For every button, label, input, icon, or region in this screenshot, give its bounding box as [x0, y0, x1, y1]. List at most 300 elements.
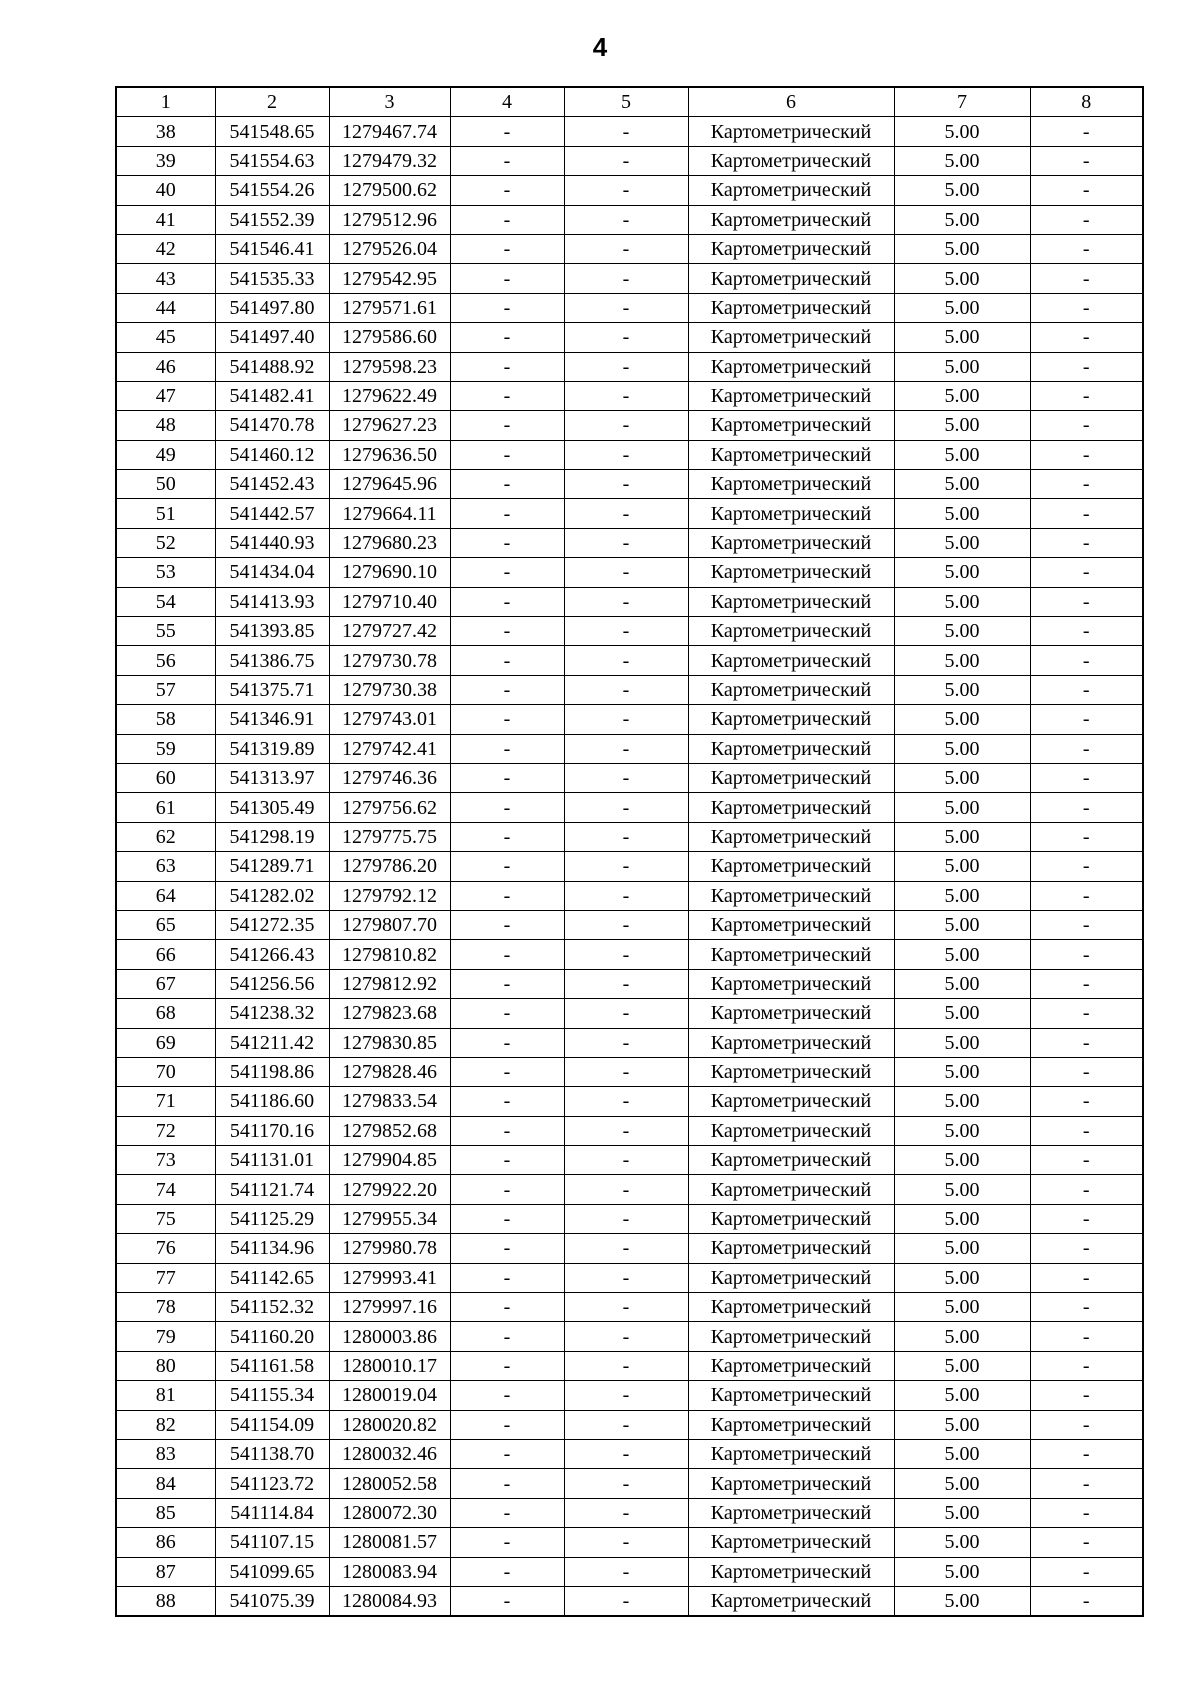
column-4-cell: -	[450, 1528, 564, 1557]
column-8-cell: -	[1030, 205, 1143, 234]
column-8-cell: -	[1030, 1028, 1143, 1057]
y-coordinate-cell: 1279828.46	[329, 1057, 450, 1086]
column-5-cell: -	[564, 1057, 688, 1086]
point-number-cell: 55	[116, 617, 215, 646]
y-coordinate-cell: 1279746.36	[329, 763, 450, 792]
column-5-cell: -	[564, 763, 688, 792]
accuracy-cell: 5.00	[894, 1028, 1030, 1057]
point-number-cell: 80	[116, 1351, 215, 1380]
table-row	[116, 1322, 1143, 1351]
table-row	[116, 1087, 1143, 1116]
x-coordinate-cell: 541142.65	[215, 1263, 329, 1292]
y-coordinate-cell: 1280081.57	[329, 1528, 450, 1557]
column-8-cell: -	[1030, 940, 1143, 969]
column-5-cell: -	[564, 1028, 688, 1057]
point-number-cell: 59	[116, 734, 215, 763]
table-row	[116, 969, 1143, 998]
accuracy-cell: 5.00	[894, 1087, 1030, 1116]
column-4-cell: -	[450, 969, 564, 998]
accuracy-cell: 5.00	[894, 1410, 1030, 1439]
column-4-cell: -	[450, 617, 564, 646]
accuracy-cell: 5.00	[894, 1498, 1030, 1527]
column-4-cell: -	[450, 411, 564, 440]
column-8-cell: -	[1030, 734, 1143, 763]
x-coordinate-cell: 541125.29	[215, 1204, 329, 1233]
point-number-cell: 49	[116, 440, 215, 469]
table-row	[116, 499, 1143, 528]
accuracy-cell: 5.00	[894, 1557, 1030, 1586]
y-coordinate-cell: 1279810.82	[329, 940, 450, 969]
point-number-cell: 53	[116, 558, 215, 587]
column-8-cell: -	[1030, 1322, 1143, 1351]
method-cell: Картометрический	[688, 323, 894, 352]
x-coordinate-cell: 541186.60	[215, 1087, 329, 1116]
y-coordinate-cell: 1279730.78	[329, 646, 450, 675]
column-header-5: 5	[564, 87, 688, 117]
column-8-cell: -	[1030, 675, 1143, 704]
column-8-cell: -	[1030, 146, 1143, 175]
accuracy-cell: 5.00	[894, 411, 1030, 440]
table-row	[116, 617, 1143, 646]
column-4-cell: -	[450, 528, 564, 557]
column-8-cell: -	[1030, 1351, 1143, 1380]
column-8-cell: -	[1030, 1528, 1143, 1557]
point-number-cell: 48	[116, 411, 215, 440]
table-row	[116, 1469, 1143, 1498]
column-5-cell: -	[564, 734, 688, 763]
y-coordinate-cell: 1279727.42	[329, 617, 450, 646]
y-coordinate-cell: 1279742.41	[329, 734, 450, 763]
column-4-cell: -	[450, 881, 564, 910]
column-5-cell: -	[564, 1557, 688, 1586]
y-coordinate-cell: 1279526.04	[329, 234, 450, 263]
column-8-cell: -	[1030, 1410, 1143, 1439]
x-coordinate-cell: 541482.41	[215, 381, 329, 410]
column-8-cell: -	[1030, 969, 1143, 998]
table-row	[116, 705, 1143, 734]
method-cell: Картометрический	[688, 822, 894, 851]
method-cell: Картометрический	[688, 558, 894, 587]
column-8-cell: -	[1030, 822, 1143, 851]
x-coordinate-cell: 541375.71	[215, 675, 329, 704]
column-5-cell: -	[564, 117, 688, 146]
table-row	[116, 293, 1143, 322]
x-coordinate-cell: 541386.75	[215, 646, 329, 675]
column-4-cell: -	[450, 910, 564, 939]
y-coordinate-cell: 1279542.95	[329, 264, 450, 293]
accuracy-cell: 5.00	[894, 1234, 1030, 1263]
point-number-cell: 51	[116, 499, 215, 528]
accuracy-cell: 5.00	[894, 352, 1030, 381]
table-row	[116, 1557, 1143, 1586]
column-8-cell: -	[1030, 264, 1143, 293]
table-row	[116, 940, 1143, 969]
point-number-cell: 63	[116, 852, 215, 881]
accuracy-cell: 5.00	[894, 528, 1030, 557]
x-coordinate-cell: 541272.35	[215, 910, 329, 939]
accuracy-cell: 5.00	[894, 323, 1030, 352]
column-4-cell: -	[450, 675, 564, 704]
table-header	[116, 87, 1143, 117]
accuracy-cell: 5.00	[894, 1175, 1030, 1204]
method-cell: Картометрический	[688, 646, 894, 675]
x-coordinate-cell: 541099.65	[215, 1557, 329, 1586]
column-5-cell: -	[564, 587, 688, 616]
table-row	[116, 822, 1143, 851]
column-header-1: 1	[116, 87, 215, 117]
page-number: 4	[592, 32, 608, 62]
method-cell: Картометрический	[688, 1586, 894, 1616]
column-4-cell: -	[450, 1057, 564, 1086]
column-5-cell: -	[564, 528, 688, 557]
point-number-cell: 65	[116, 910, 215, 939]
point-number-cell: 72	[116, 1116, 215, 1145]
method-cell: Картометрический	[688, 1175, 894, 1204]
point-number-cell: 82	[116, 1410, 215, 1439]
column-4-cell: -	[450, 1293, 564, 1322]
table-row	[116, 1498, 1143, 1527]
x-coordinate-cell: 541319.89	[215, 734, 329, 763]
column-5-cell: -	[564, 146, 688, 175]
column-4-cell: -	[450, 705, 564, 734]
x-coordinate-cell: 541548.65	[215, 117, 329, 146]
y-coordinate-cell: 1279786.20	[329, 852, 450, 881]
column-8-cell: -	[1030, 587, 1143, 616]
column-4-cell: -	[450, 1557, 564, 1586]
column-4-cell: -	[450, 1263, 564, 1292]
y-coordinate-cell: 1279690.10	[329, 558, 450, 587]
point-number-cell: 39	[116, 146, 215, 175]
accuracy-cell: 5.00	[894, 1439, 1030, 1468]
method-cell: Картометрический	[688, 499, 894, 528]
x-coordinate-cell: 541552.39	[215, 205, 329, 234]
column-8-cell: -	[1030, 1087, 1143, 1116]
method-cell: Картометрический	[688, 969, 894, 998]
point-number-cell: 62	[116, 822, 215, 851]
column-4-cell: -	[450, 176, 564, 205]
column-8-cell: -	[1030, 1116, 1143, 1145]
point-number-cell: 47	[116, 381, 215, 410]
y-coordinate-cell: 1280019.04	[329, 1381, 450, 1410]
table-row	[116, 734, 1143, 763]
column-8-cell: -	[1030, 1586, 1143, 1616]
table-row	[116, 352, 1143, 381]
y-coordinate-cell: 1279830.85	[329, 1028, 450, 1057]
accuracy-cell: 5.00	[894, 381, 1030, 410]
point-number-cell: 56	[116, 646, 215, 675]
table-row	[116, 1381, 1143, 1410]
point-number-cell: 58	[116, 705, 215, 734]
column-8-cell: -	[1030, 1057, 1143, 1086]
y-coordinate-cell: 1280032.46	[329, 1439, 450, 1468]
table-row	[116, 1528, 1143, 1557]
accuracy-cell: 5.00	[894, 1057, 1030, 1086]
x-coordinate-cell: 541393.85	[215, 617, 329, 646]
y-coordinate-cell: 1280020.82	[329, 1410, 450, 1439]
y-coordinate-cell: 1280010.17	[329, 1351, 450, 1380]
method-cell: Картометрический	[688, 440, 894, 469]
method-cell: Картометрический	[688, 1557, 894, 1586]
x-coordinate-cell: 541121.74	[215, 1175, 329, 1204]
method-cell: Картометрический	[688, 793, 894, 822]
point-number-cell: 60	[116, 763, 215, 792]
x-coordinate-cell: 541413.93	[215, 587, 329, 616]
y-coordinate-cell: 1279622.49	[329, 381, 450, 410]
column-4-cell: -	[450, 1028, 564, 1057]
point-number-cell: 83	[116, 1439, 215, 1468]
table-row	[116, 146, 1143, 175]
y-coordinate-cell: 1279598.23	[329, 352, 450, 381]
method-cell: Картометрический	[688, 146, 894, 175]
column-8-cell: -	[1030, 910, 1143, 939]
table-row	[116, 1410, 1143, 1439]
y-coordinate-cell: 1279955.34	[329, 1204, 450, 1233]
column-4-cell: -	[450, 1586, 564, 1616]
column-5-cell: -	[564, 999, 688, 1028]
column-5-cell: -	[564, 352, 688, 381]
method-cell: Картометрический	[688, 1204, 894, 1233]
column-5-cell: -	[564, 1293, 688, 1322]
point-number-cell: 42	[116, 234, 215, 263]
y-coordinate-cell: 1280084.93	[329, 1586, 450, 1616]
x-coordinate-cell: 541442.57	[215, 499, 329, 528]
y-coordinate-cell: 1279812.92	[329, 969, 450, 998]
point-number-cell: 77	[116, 1263, 215, 1292]
column-5-cell: -	[564, 293, 688, 322]
x-coordinate-cell: 541460.12	[215, 440, 329, 469]
table-row	[116, 528, 1143, 557]
method-cell: Картометрический	[688, 1293, 894, 1322]
column-header-8: 8	[1030, 87, 1143, 117]
x-coordinate-cell: 541497.40	[215, 323, 329, 352]
column-4-cell: -	[450, 763, 564, 792]
column-8-cell: -	[1030, 999, 1143, 1028]
method-cell: Картометрический	[688, 1469, 894, 1498]
column-5-cell: -	[564, 1351, 688, 1380]
point-number-cell: 71	[116, 1087, 215, 1116]
point-number-cell: 57	[116, 675, 215, 704]
table-row	[116, 323, 1143, 352]
x-coordinate-cell: 541155.34	[215, 1381, 329, 1410]
accuracy-cell: 5.00	[894, 646, 1030, 675]
column-4-cell: -	[450, 1116, 564, 1145]
column-5-cell: -	[564, 1498, 688, 1527]
accuracy-cell: 5.00	[894, 117, 1030, 146]
column-8-cell: -	[1030, 381, 1143, 410]
table-row	[116, 1293, 1143, 1322]
point-number-cell: 84	[116, 1469, 215, 1498]
column-8-cell: -	[1030, 646, 1143, 675]
accuracy-cell: 5.00	[894, 734, 1030, 763]
point-number-cell: 75	[116, 1204, 215, 1233]
column-4-cell: -	[450, 205, 564, 234]
x-coordinate-cell: 541546.41	[215, 234, 329, 263]
method-cell: Картометрический	[688, 1410, 894, 1439]
column-5-cell: -	[564, 675, 688, 704]
accuracy-cell: 5.00	[894, 146, 1030, 175]
table-row	[116, 910, 1143, 939]
column-5-cell: -	[564, 205, 688, 234]
accuracy-cell: 5.00	[894, 264, 1030, 293]
coordinates-table	[115, 86, 1144, 1617]
column-4-cell: -	[450, 1469, 564, 1498]
column-5-cell: -	[564, 499, 688, 528]
column-5-cell: -	[564, 234, 688, 263]
column-5-cell: -	[564, 264, 688, 293]
x-coordinate-cell: 541266.43	[215, 940, 329, 969]
point-number-cell: 45	[116, 323, 215, 352]
table-row	[116, 587, 1143, 616]
accuracy-cell: 5.00	[894, 1381, 1030, 1410]
column-5-cell: -	[564, 1586, 688, 1616]
x-coordinate-cell: 541470.78	[215, 411, 329, 440]
column-4-cell: -	[450, 146, 564, 175]
y-coordinate-cell: 1279680.23	[329, 528, 450, 557]
table-body	[116, 117, 1143, 1616]
x-coordinate-cell: 541256.56	[215, 969, 329, 998]
column-4-cell: -	[450, 999, 564, 1028]
x-coordinate-cell: 541161.58	[215, 1351, 329, 1380]
accuracy-cell: 5.00	[894, 1322, 1030, 1351]
y-coordinate-cell: 1279479.32	[329, 146, 450, 175]
y-coordinate-cell: 1279645.96	[329, 470, 450, 499]
column-4-cell: -	[450, 440, 564, 469]
method-cell: Картометрический	[688, 910, 894, 939]
header-row	[116, 87, 1143, 117]
x-coordinate-cell: 541554.26	[215, 176, 329, 205]
x-coordinate-cell: 541554.63	[215, 146, 329, 175]
x-coordinate-cell: 541138.70	[215, 1439, 329, 1468]
x-coordinate-cell: 541211.42	[215, 1028, 329, 1057]
method-cell: Картометрический	[688, 734, 894, 763]
y-coordinate-cell: 1280052.58	[329, 1469, 450, 1498]
point-number-cell: 66	[116, 940, 215, 969]
column-4-cell: -	[450, 1204, 564, 1233]
accuracy-cell: 5.00	[894, 852, 1030, 881]
table-row	[116, 1146, 1143, 1175]
point-number-cell: 38	[116, 117, 215, 146]
column-4-cell: -	[450, 234, 564, 263]
column-8-cell: -	[1030, 1263, 1143, 1292]
point-number-cell: 78	[116, 1293, 215, 1322]
column-8-cell: -	[1030, 470, 1143, 499]
column-8-cell: -	[1030, 558, 1143, 587]
y-coordinate-cell: 1280083.94	[329, 1557, 450, 1586]
column-5-cell: -	[564, 1116, 688, 1145]
column-8-cell: -	[1030, 705, 1143, 734]
y-coordinate-cell: 1279993.41	[329, 1263, 450, 1292]
table-row	[116, 999, 1143, 1028]
column-4-cell: -	[450, 1234, 564, 1263]
table-row	[116, 411, 1143, 440]
y-coordinate-cell: 1279904.85	[329, 1146, 450, 1175]
y-coordinate-cell: 1279710.40	[329, 587, 450, 616]
accuracy-cell: 5.00	[894, 1293, 1030, 1322]
x-coordinate-cell: 541170.16	[215, 1116, 329, 1145]
column-5-cell: -	[564, 969, 688, 998]
table-row	[116, 205, 1143, 234]
method-cell: Картометрический	[688, 381, 894, 410]
point-number-cell: 87	[116, 1557, 215, 1586]
column-5-cell: -	[564, 617, 688, 646]
point-number-cell: 50	[116, 470, 215, 499]
accuracy-cell: 5.00	[894, 793, 1030, 822]
accuracy-cell: 5.00	[894, 499, 1030, 528]
x-coordinate-cell: 541346.91	[215, 705, 329, 734]
point-number-cell: 41	[116, 205, 215, 234]
accuracy-cell: 5.00	[894, 763, 1030, 792]
x-coordinate-cell: 541497.80	[215, 293, 329, 322]
point-number-cell: 43	[116, 264, 215, 293]
accuracy-cell: 5.00	[894, 1586, 1030, 1616]
column-8-cell: -	[1030, 1293, 1143, 1322]
column-8-cell: -	[1030, 1234, 1143, 1263]
column-8-cell: -	[1030, 117, 1143, 146]
accuracy-cell: 5.00	[894, 1146, 1030, 1175]
column-4-cell: -	[450, 1146, 564, 1175]
y-coordinate-cell: 1279730.38	[329, 675, 450, 704]
column-8-cell: -	[1030, 323, 1143, 352]
accuracy-cell: 5.00	[894, 205, 1030, 234]
column-8-cell: -	[1030, 499, 1143, 528]
table-row	[116, 1028, 1143, 1057]
column-8-cell: -	[1030, 293, 1143, 322]
method-cell: Картометрический	[688, 1528, 894, 1557]
table-row	[116, 1116, 1143, 1145]
table-row	[116, 176, 1143, 205]
method-cell: Картометрический	[688, 763, 894, 792]
accuracy-cell: 5.00	[894, 440, 1030, 469]
method-cell: Картометрический	[688, 940, 894, 969]
table-row	[116, 1204, 1143, 1233]
column-4-cell: -	[450, 117, 564, 146]
column-8-cell: -	[1030, 1469, 1143, 1498]
table-row	[116, 234, 1143, 263]
column-4-cell: -	[450, 1322, 564, 1351]
column-4-cell: -	[450, 822, 564, 851]
column-4-cell: -	[450, 558, 564, 587]
y-coordinate-cell: 1279775.75	[329, 822, 450, 851]
point-number-cell: 61	[116, 793, 215, 822]
column-header-7: 7	[894, 87, 1030, 117]
method-cell: Картометрический	[688, 1116, 894, 1145]
column-5-cell: -	[564, 793, 688, 822]
point-number-cell: 73	[116, 1146, 215, 1175]
accuracy-cell: 5.00	[894, 293, 1030, 322]
method-cell: Картометрический	[688, 1263, 894, 1292]
column-4-cell: -	[450, 793, 564, 822]
column-8-cell: -	[1030, 1557, 1143, 1586]
column-5-cell: -	[564, 381, 688, 410]
accuracy-cell: 5.00	[894, 1351, 1030, 1380]
method-cell: Картометрический	[688, 176, 894, 205]
accuracy-cell: 5.00	[894, 234, 1030, 263]
column-5-cell: -	[564, 1410, 688, 1439]
method-cell: Картометрический	[688, 617, 894, 646]
column-5-cell: -	[564, 440, 688, 469]
point-number-cell: 67	[116, 969, 215, 998]
column-4-cell: -	[450, 646, 564, 675]
y-coordinate-cell: 1279997.16	[329, 1293, 450, 1322]
method-cell: Картометрический	[688, 1439, 894, 1468]
accuracy-cell: 5.00	[894, 1263, 1030, 1292]
table-row	[116, 381, 1143, 410]
y-coordinate-cell: 1279743.01	[329, 705, 450, 734]
point-number-cell: 64	[116, 881, 215, 910]
column-4-cell: -	[450, 1439, 564, 1468]
method-cell: Картометрический	[688, 675, 894, 704]
table-row	[116, 1439, 1143, 1468]
